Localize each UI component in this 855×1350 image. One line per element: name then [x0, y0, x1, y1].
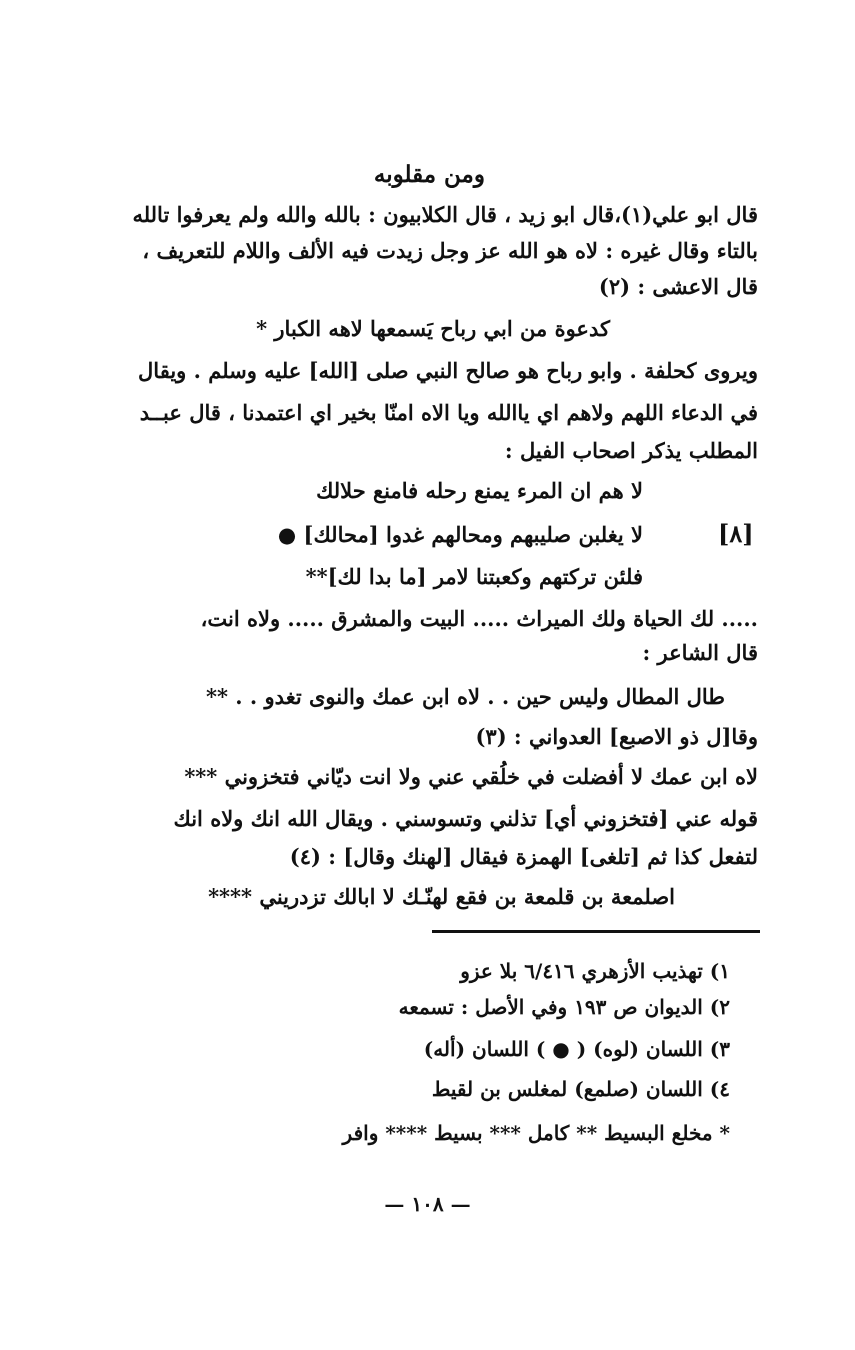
text-line: قوله عني [فتخزوني أي] تذلني وتسوسني . ويقال الله انك ولاه انك — [173, 806, 758, 831]
text-line: لتفعل كذا ثم [تلغى] الهمزة فيقال [لهنك وقال] : (٤) — [289, 844, 758, 869]
footnote: ٤) اللسان (صلمع) لمغلس بن لقيط — [431, 1077, 730, 1101]
verse-line: لا يغلبن صليبهم ومحالهم غدوا [محالك] ● — [277, 522, 643, 547]
text-line: قال ابو علي(١)،قال ابو زيد ، قال الكلابيون : بالله والله ولم يعرفوا تالله — [132, 202, 758, 227]
text-line: قال الاعشى : (٢) — [598, 274, 758, 299]
text-line: ..... لك الحياة ولك الميراث ..... البيت والمشرق ..... ولاه انت، — [200, 606, 758, 631]
footnote: ١) تهذيب الأزهري ٦/٤١٦ بلا عزو — [460, 959, 730, 983]
footnote-divider — [432, 930, 760, 933]
verse-line: اصلمعة بن قلمعة بن فقع لهنّـك لا ابالك تزدريني **** — [208, 884, 675, 909]
text-line: ويروى كحلفة . وابو رباح هو صالح النبي صلى [الله] عليه وسلم . ويقال — [138, 358, 758, 383]
verse-line: لا هم ان المرء يمنع رحله فامنع حلالك — [316, 478, 643, 503]
footnote: ٢) الديوان ص ١٩٣ وفي الأصل : تسمعه — [398, 995, 730, 1019]
verse-line: لاه ابن عمك لا أفضلت في خلُقي عني ولا انت ديّاني فتخزوني *** — [184, 764, 758, 789]
verse-line: طال المطال وليس حين . . لاه ابن عمك والنوى تغدو . . ** — [206, 684, 725, 709]
text-line: وقا[ل ذو الاصبع] العدواني : (٣) — [475, 724, 758, 749]
verse-line: كدعوة من ابي رباح يَسمعها لاهه الكبار * — [256, 316, 610, 341]
meter-legend: * مخلع البسيط ** كامل *** بسيط **** وافر — [342, 1121, 730, 1145]
verse-reference-number: [٨] — [718, 519, 754, 548]
footnote: ٣) اللسان (لوه) ( ● ) اللسان (أله) — [423, 1037, 730, 1061]
text-line: قال الشاعر : — [642, 640, 758, 665]
text-line: بالتاء وقال غيره : لاه هو الله عز وجل زيدت فيه الألف واللام للتعريف ، — [142, 238, 758, 263]
section-heading: ومن مقلوبه — [373, 161, 485, 188]
text-line: المطلب يذكر اصحاب الفيل : — [504, 438, 758, 463]
text-line: في الدعاء اللهم ولاهم اي ياالله ويا الاه امنّا بخير اي اعتمدنا ، قال عبــد — [139, 400, 758, 425]
page-number: — ١٠٨ — — [384, 1192, 471, 1216]
verse-line: فلئن تركتهم وكعبتنا لامر [ما بدا لك]** — [305, 564, 643, 589]
